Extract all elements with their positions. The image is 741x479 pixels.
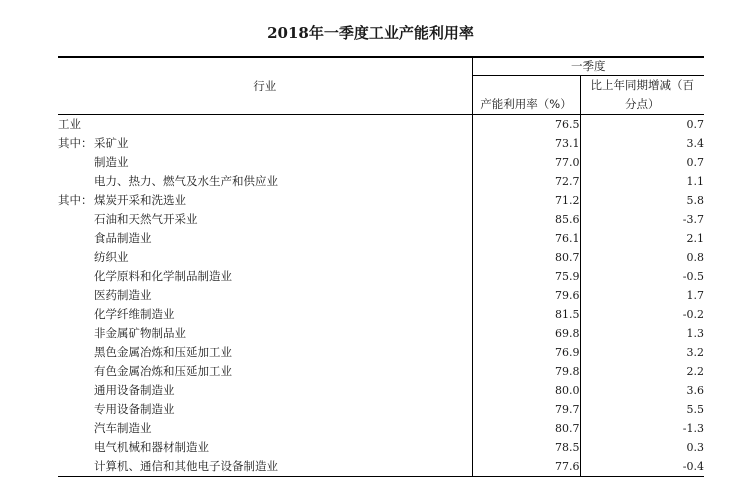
row-prefix: 其中： [58,193,93,207]
yoy-change-cell: 5.8 [580,191,704,210]
industry-name: 食品制造业 [94,231,152,245]
industry-name: 医药制造业 [94,288,152,302]
utilization-rate-cell: 80.7 [472,248,580,267]
table-row [58,400,704,419]
table-row [58,210,704,229]
table-row [58,381,704,400]
yoy-change-cell: 3.6 [580,381,704,400]
table-row [58,286,704,305]
utilization-rate-cell: 71.2 [472,191,580,210]
industry-name-cell [58,343,472,362]
industry-name-cell [58,229,472,248]
industry-name: 化学原料和化学制品制造业 [94,269,232,283]
yoy-change-cell: -0.2 [580,305,704,324]
industry-name-cell [58,153,472,172]
industry-name-cell [58,286,472,305]
industry-name: 通用设备制造业 [94,383,175,397]
yoy-change-cell: -0.4 [580,457,704,477]
yoy-change-cell: 1.1 [580,172,704,191]
industry-name: 非金属矿物制品业 [94,326,186,340]
table-row [58,419,704,438]
industry-name-cell [58,400,472,419]
table-row [58,324,704,343]
table-row [58,343,704,362]
table-row [58,115,704,135]
industry-name-cell [58,324,472,343]
utilization-rate-cell: 73.1 [472,134,580,153]
industry-name: 石油和天然气开采业 [94,212,198,226]
industry-name: 黑色金属冶炼和压延加工业 [94,345,232,359]
yoy-change-cell: 1.7 [580,286,704,305]
utilization-rate-cell: 80.0 [472,381,580,400]
table-row [58,267,704,286]
yoy-change-cell: -1.3 [580,419,704,438]
table-row [58,438,704,457]
industry-name-cell [58,305,472,324]
table-row [58,153,704,172]
industry-name: 有色金属冶炼和压延加工业 [94,364,232,378]
industry-name: 化学纤维制造业 [94,307,175,321]
utilization-rate-cell: 79.8 [472,362,580,381]
utilization-rate-cell: 79.6 [472,286,580,305]
page-title: 2018年一季度工业产能利用率 [267,24,474,42]
industry-name: 计算机、通信和其他电子设备制造业 [94,459,278,473]
yoy-change-cell: 0.7 [580,115,704,135]
yoy-change-cell: 0.3 [580,438,704,457]
industry-name-cell [58,210,472,229]
row-prefix: 其中： [58,136,93,150]
yoy-change-cell: 2.1 [580,229,704,248]
utilization-rate-cell: 79.7 [472,400,580,419]
utilization-rate-cell: 77.6 [472,457,580,477]
industry-name-cell [58,362,472,381]
utilization-rate-cell: 85.6 [472,210,580,229]
yoy-change-cell: 0.8 [580,248,704,267]
utilization-rate-cell: 80.7 [472,419,580,438]
header-yoy-change: 比上年同期增减（百分点） [580,76,704,115]
industry-name: 采矿业 [94,136,129,150]
utilization-rate-cell: 72.7 [472,172,580,191]
industry-name: 工业 [58,117,81,131]
industry-name-cell [58,248,472,267]
industry-name-cell [58,381,472,400]
yoy-change-cell: 0.7 [580,153,704,172]
industry-name-cell [58,115,472,135]
industry-name-cell [58,172,472,191]
header-utilization-rate: 产能利用率（%） [472,76,580,115]
table-row [58,172,704,191]
industry-name-cell [58,267,472,286]
industry-name-cell [58,134,472,153]
table-row [58,134,704,153]
yoy-change-cell: 1.3 [580,324,704,343]
industry-name-cell [58,457,472,477]
table-row [58,229,704,248]
industry-name: 电气机械和器材制造业 [94,440,209,454]
industry-name-cell [58,191,472,210]
industry-name: 汽车制造业 [94,421,152,435]
utilization-rate-cell: 76.5 [472,115,580,135]
utilization-rate-cell: 77.0 [472,153,580,172]
header-industry: 行业 [58,57,472,115]
utilization-rate-cell: 69.8 [472,324,580,343]
utilization-rate-cell: 78.5 [472,438,580,457]
yoy-change-cell: 3.2 [580,343,704,362]
utilization-rate-cell: 76.1 [472,229,580,248]
industry-name: 煤炭开采和洗选业 [94,193,186,207]
utilization-rate-cell: 75.9 [472,267,580,286]
header-period: 一季度 [472,57,704,76]
table-row [58,191,704,210]
yoy-change-cell: 5.5 [580,400,704,419]
table-row [58,362,704,381]
yoy-change-cell: -3.7 [580,210,704,229]
table-row [58,457,704,477]
industry-name: 专用设备制造业 [94,402,175,416]
table-row [58,248,704,267]
table-row [58,305,704,324]
capacity-utilization-table [58,56,704,477]
yoy-change-cell: -0.5 [580,267,704,286]
industry-name-cell [58,419,472,438]
yoy-change-cell: 3.4 [580,134,704,153]
industry-name-cell [58,438,472,457]
utilization-rate-cell: 81.5 [472,305,580,324]
industry-name: 纺织业 [94,250,129,264]
yoy-change-cell: 2.2 [580,362,704,381]
utilization-rate-cell: 76.9 [472,343,580,362]
industry-name: 电力、热力、燃气及水生产和供应业 [94,174,278,188]
industry-name: 制造业 [94,155,129,169]
